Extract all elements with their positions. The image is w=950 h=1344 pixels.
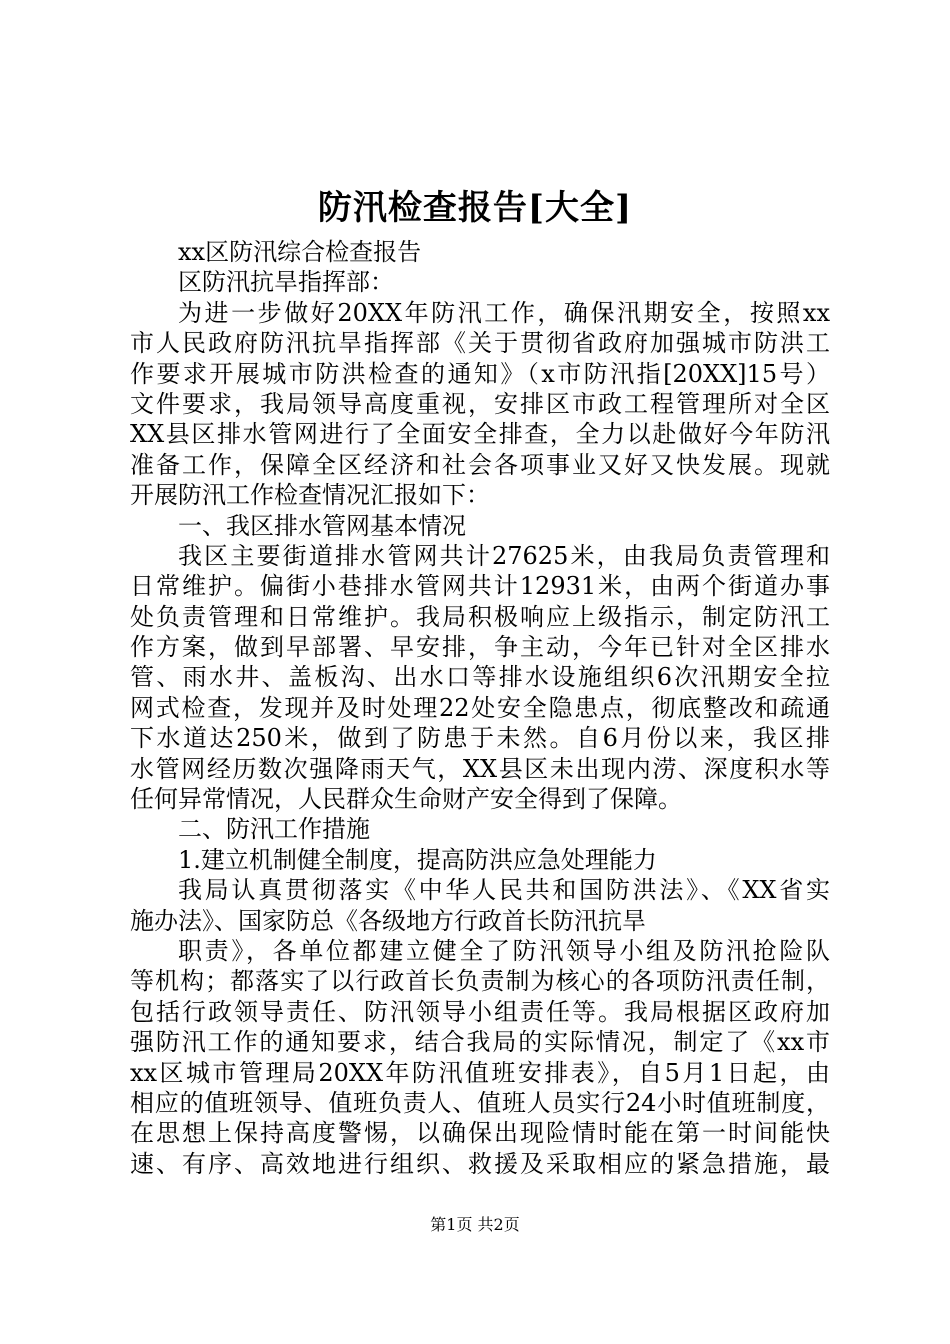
paragraph-line: XX县区排水管网进行了全面安全排查，全力以赴做好今年防汛 (130, 420, 830, 449)
paragraph-line: 文件要求，我局领导高度重视，安排区市政工程管理所对全区 (130, 389, 830, 418)
paragraph-line: 作方案，做到早部署、早安排，争主动，今年已针对全区排水 (130, 633, 830, 662)
paragraph-line: 包括行政领导责任、防汛领导小组责任等。我局根据区政府加 (130, 997, 830, 1026)
paragraph-line: 处负责管理和日常维护。我局积极响应上级指示，制定防汛工 (130, 602, 830, 631)
paragraph-line: 水管网经历数次强降雨天气，XX县区未出现内涝、深度积水等 (130, 754, 830, 783)
paragraph-line: 职责》，各单位都建立健全了防汛领导小组及防汛抢险队 (178, 936, 830, 965)
report-heading-line: xx区防汛综合检查报告 (178, 238, 422, 266)
paragraph-line: 网式检查，发现并及时处理22处安全隐患点，彻底整改和疏通 (130, 693, 830, 722)
paragraph-line: 下水道达250米，做到了防患于未然。自6月份以来，我区排 (130, 724, 830, 753)
paragraph-line: 相应的值班领导、值班负责人、值班人员实行24小时值班制度， (130, 1088, 830, 1117)
paragraph-line: 日常维护。偏街小巷排水管网共计12931米，由两个街道办事 (130, 572, 830, 601)
paragraph-line: 为进一步做好20XX年防汛工作，确保汛期安全，按照xx (178, 298, 830, 327)
section-heading: 一、我区排水管网基本情况 (178, 511, 466, 540)
paragraph-line: 速、有序、高效地进行组织、救援及采取相应的紧急措施，最 (130, 1149, 830, 1178)
page-number-footer: 第1页 共2页 (430, 1215, 520, 1234)
paragraph-line: 任何异常情况，人民群众生命财产安全得到了保障。 (130, 785, 682, 814)
paragraph-line: 等机构；都落实了以行政首长负责制为核心的各项防汛责任制， (130, 967, 830, 996)
paragraph-line: xx区城市管理局20XX年防汛值班安排表》，自5月1日起，由 (130, 1058, 830, 1087)
paragraph-line: 强防汛工作的通知要求，结合我局的实际情况，制定了《xx市 (130, 1028, 830, 1057)
paragraph-line: 开展防汛工作检查情况汇报如下： (130, 481, 490, 510)
paragraph-line: 管、雨水井、盖板沟、出水口等排水设施组织6次汛期安全拉 (130, 663, 830, 692)
paragraph-line: 我局认真贯彻落实《中华人民共和国防洪法》、《XX省实 (178, 876, 830, 905)
section-heading: 二、防汛工作措施 (178, 815, 370, 844)
paragraph-line: 市人民政府防汛抗旱指挥部《关于贯彻省政府加强城市防洪工 (130, 329, 830, 358)
paragraph-line: 作要求开展城市防洪检查的通知》（x市防汛指[20XX]15号） (130, 359, 830, 388)
addressee-line: 区防汛抗旱指挥部： (178, 268, 394, 297)
document-body (130, 237, 830, 1179)
subsection-heading: 1.建立机制健全制度，提高防洪应急处理能力 (178, 845, 657, 874)
paragraph-line: 准备工作，保障全区经济和社会各项事业又好又快发展。现就 (130, 450, 830, 479)
document-title: 防汛检查报告[大全] (317, 188, 633, 228)
paragraph-line: 施办法》、国家防总《各级地方行政首长防汛抗旱 (130, 906, 646, 935)
paragraph-line: 我区主要街道排水管网共计27625米，由我局负责管理和 (178, 541, 830, 570)
paragraph-line: 在思想上保持高度警惕，以确保出现险情时能在第一时间能快 (130, 1119, 830, 1148)
